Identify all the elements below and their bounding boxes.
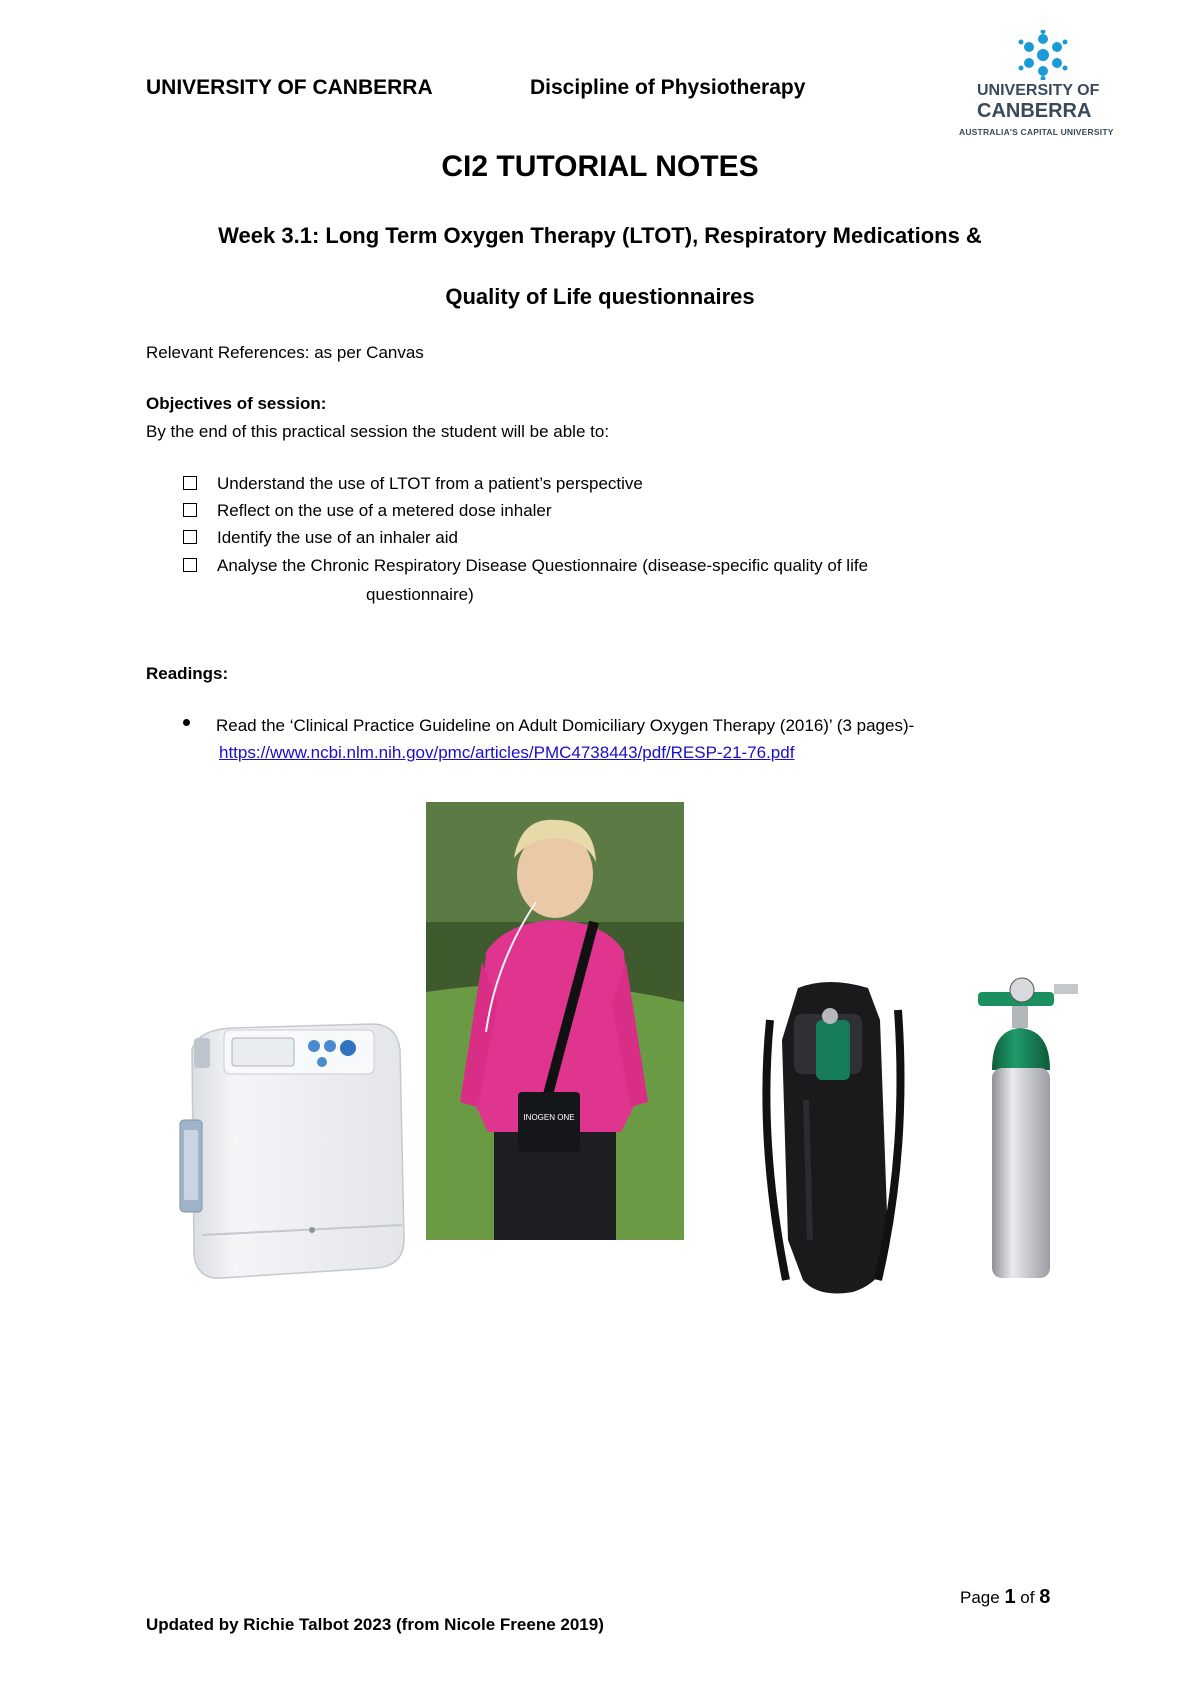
page-title: CI2 TUTORIAL NOTES [441,150,759,183]
readings-heading: Readings: [146,664,229,683]
oxygen-cylinder-image [970,960,1090,1292]
objective-text: Understand the use of LTOT from a patient’s perspective [217,474,643,493]
objective-item [183,528,458,548]
logo-line1: UNIVERSITY OF [977,82,1100,99]
page-number [960,1586,1050,1609]
subtitle-line-2: Quality of Life questionnaires [445,284,755,309]
snowflake-emblem-icon [1013,30,1073,80]
checkbox-icon [183,476,197,490]
objective-item [183,501,552,521]
oxygen-concentrator-image [172,1010,408,1288]
bullet-icon [183,719,190,726]
bag-brand-label: INOGEN ONE [523,1113,575,1122]
checkbox-icon [183,558,197,572]
objective-item [183,556,868,576]
relevant-references: Relevant References: as per Canvas [146,343,424,362]
reading-text: Read the ‘Clinical Practice Guideline on Adult Domiciliary Oxygen Therapy (2016)’ (3 pages)- [216,716,915,735]
objective-text: Reflect on the use of a metered dose inhaler [217,501,552,520]
reading-link[interactable]: https://www.ncbi.nlm.nih.gov/pmc/articles/PMC4738443/pdf/RESP-21-76.pdf [219,743,795,762]
university-logo [955,30,1145,142]
logo-line2: CANBERRA [977,100,1092,122]
checkbox-icon [183,530,197,544]
objective-text: Analyse the Chronic Respiratory Disease Questionnaire (disease-specific quality of life [217,556,869,575]
objective-continuation: questionnaire) [366,585,474,604]
updated-by-footer: Updated by Richie Talbot 2023 (from Nicole Freene 2019) [146,1615,604,1634]
checkbox-icon [183,503,197,517]
patient-with-portable-oxygen-image [426,802,684,1240]
objectives-intro: By the end of this practical session the student will be able to: [146,422,610,441]
objective-text: Identify the use of an inhaler aid [217,528,458,547]
logo-tagline: AUSTRALIA'S CAPITAL UNIVERSITY [959,127,1114,137]
page-total: 8 [1039,1586,1051,1608]
page-of: of [1020,1588,1035,1607]
page-prefix: Page [960,1588,1000,1607]
reading-item [183,716,914,736]
institution-name: UNIVERSITY OF CANBERRA [146,76,433,99]
objectives-heading: Objectives of session: [146,394,327,413]
objective-item [183,474,643,494]
page-current: 1 [1004,1586,1016,1608]
subtitle-line-1: Week 3.1: Long Term Oxygen Therapy (LTOT), Respiratory Medications & [218,223,982,248]
discipline-name: Discipline of Physiotherapy [530,76,806,99]
oxygen-cylinder-bag-image [758,980,914,1298]
